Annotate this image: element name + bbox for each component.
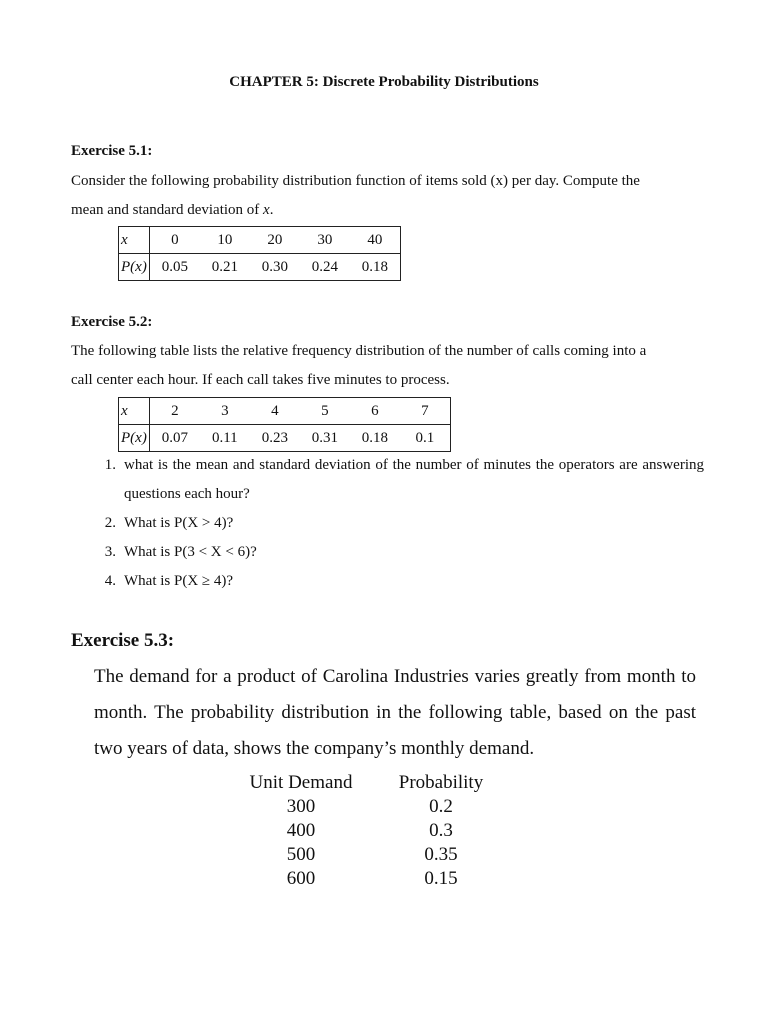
probability-header: Probability: [398, 772, 484, 793]
exercise-5-1-text: [71, 167, 701, 225]
table-row: [233, 819, 509, 843]
exercise-5-3-paragraph: The demand for a product of Carolina Industries varies greatly from month to month. The probability distribution in the following table, based on the past two years of data, shows the company’s monthly demand.: [94, 666, 696, 759]
p-cell: 0.30: [261, 258, 288, 275]
exercise-5-1-heading: Exercise 5.1:: [71, 143, 153, 159]
table-row-x: [119, 398, 451, 425]
line2-suffix: .: [269, 202, 274, 218]
x-label: x: [119, 398, 150, 425]
table-row-x: [119, 227, 401, 254]
table-header-row: [233, 771, 509, 795]
table-row-p: [119, 254, 401, 281]
table-row: [233, 867, 509, 891]
table-row: [233, 795, 509, 819]
question-text: What is P(3 < X < 6)?: [124, 544, 257, 560]
probability-cell: 0.15: [424, 868, 458, 889]
p-cell: 0.18: [361, 429, 388, 446]
table-row-p: [119, 425, 451, 452]
question-number: 1.: [104, 457, 116, 473]
p-cell: 0.24: [311, 258, 338, 275]
exercise-5-2-text: [71, 337, 701, 395]
x-cell: 6: [350, 398, 400, 425]
p-cell: 0.23: [261, 429, 288, 446]
exercise-5-2-questions: [70, 451, 704, 596]
demand-cell: 600: [286, 868, 316, 889]
x-cell: 3: [200, 398, 250, 425]
exercise-5-2-line1: The following table lists the relative frequency distribution of the number of calls coming into a: [71, 343, 647, 359]
p-cell: 0.1: [415, 429, 435, 446]
question-number: 4.: [104, 573, 116, 589]
x-cell: 10: [200, 227, 250, 254]
probability-cell: 0.2: [429, 796, 453, 817]
p-cell: 0.05: [161, 258, 188, 275]
exercise-5-1-line1: Consider the following probability distribution function of items sold (x) per day. Compute the: [71, 173, 640, 189]
list-item: [70, 509, 704, 538]
list-item: [70, 567, 704, 596]
question-number: 2.: [104, 515, 116, 531]
x-label: x: [119, 227, 150, 254]
x-cell: 5: [300, 398, 350, 425]
list-item: [70, 538, 704, 567]
demand-cell: 500: [286, 844, 316, 865]
exercise-5-2-line2: call center each hour. If each call takes five minutes to process.: [71, 372, 450, 388]
table-row: [233, 843, 509, 867]
line2-prefix: mean and standard deviation of: [71, 202, 264, 218]
list-item: [70, 451, 704, 509]
x-cell: 2: [149, 398, 200, 425]
exercise-5-1-table: [118, 226, 401, 281]
unit-demand-header: Unit Demand: [249, 772, 353, 793]
exercise-5-2-heading: Exercise 5.2:: [71, 314, 153, 330]
exercise-5-3-heading: Exercise 5.3:: [71, 630, 175, 651]
x-cell: 30: [300, 227, 350, 254]
p-label: P(x): [119, 425, 150, 452]
x-cell: 20: [250, 227, 300, 254]
probability-cell: 0.3: [429, 820, 453, 841]
demand-table: [233, 771, 509, 891]
p-cell: 0.31: [311, 429, 338, 446]
chapter-title: CHAPTER 5: Discrete Probability Distributions: [229, 74, 539, 90]
p-cell: 0.21: [211, 258, 238, 275]
line2-var: x: [263, 202, 270, 218]
question-text: what is the mean and standard deviation of the number of minutes the operators are answering questions each hour?: [124, 457, 704, 502]
question-text: What is P(X ≥ 4)?: [124, 573, 234, 589]
question-text: What is P(X > 4)?: [124, 515, 234, 531]
p-label: P(x): [119, 254, 150, 281]
exercise-5-2-table: [118, 397, 451, 452]
x-cell: 40: [350, 227, 401, 254]
probability-cell: 0.35: [424, 844, 458, 865]
demand-cell: 300: [286, 796, 316, 817]
demand-cell: 400: [286, 820, 316, 841]
p-cell: 0.07: [161, 429, 188, 446]
question-number: 3.: [104, 544, 116, 560]
p-cell: 0.11: [211, 429, 238, 446]
p-cell: 0.18: [361, 258, 388, 275]
x-cell: 7: [400, 398, 451, 425]
x-cell: 4: [250, 398, 300, 425]
exercise-5-1-line2: [71, 196, 701, 225]
x-cell: 0: [149, 227, 200, 254]
